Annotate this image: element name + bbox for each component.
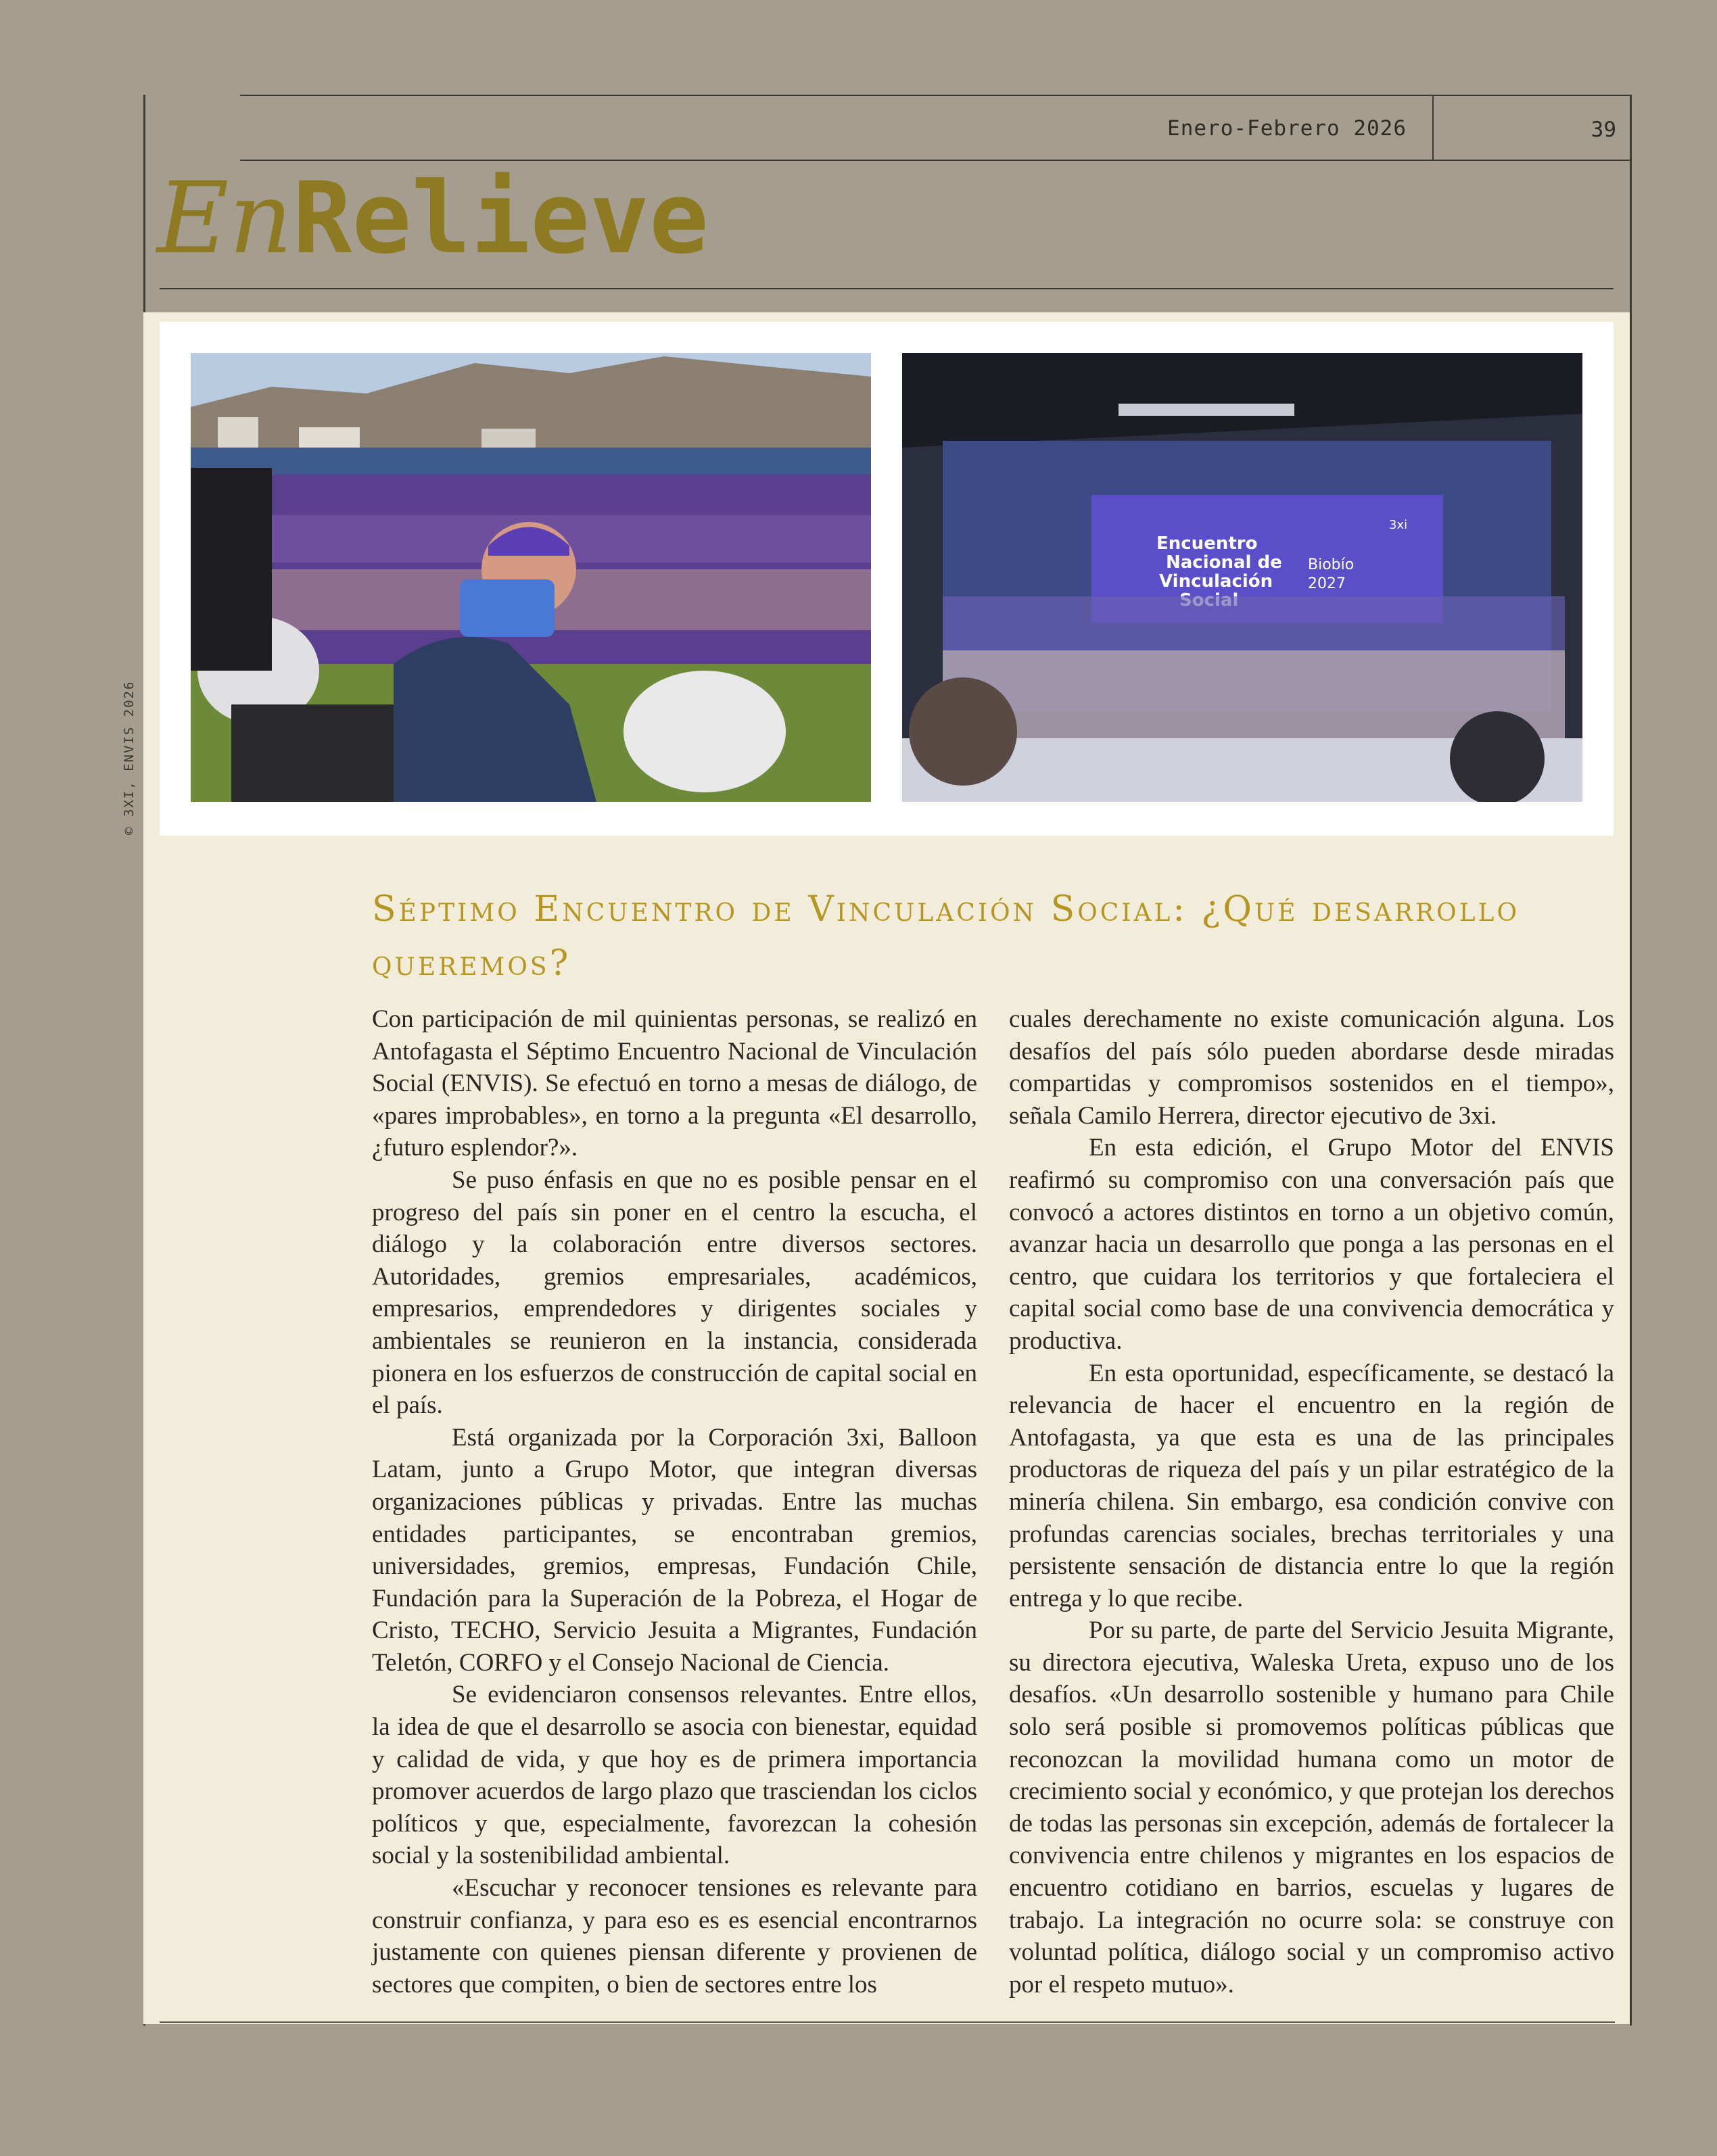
crowd-selfie-photo bbox=[191, 353, 871, 802]
stage-screen-line1: Encuentro bbox=[1156, 533, 1258, 554]
article-paragraph: En esta edición, el Grupo Motor del ENVIS reafirmó su compromiso con una conversación país que convocó a actores distintos en torno a un objetivo común, avanzar hacia un desarrollo que ponga a las personas en el centro, que cuidara los territorios y que fortaleciera el capital social como base de una convivencia democrática y productiva. bbox=[1009, 1134, 1614, 1355]
article-paragraph: Se evidenciaron consensos relevantes. Entre ellos, la idea de que el desarrollo se asocia con bienestar, equidad y calidad de vida, y que hoy es de primera importancia promover acuerdos de largo plazo que trasciendan los ciclos políticos y que, especialmente, favorezcan la cohesión social y la sostenibilidad ambiental. bbox=[372, 1681, 977, 1870]
stage-screen-year: 2027 bbox=[1308, 575, 1346, 592]
issue-date: Enero-Febrero 2026 bbox=[1167, 116, 1407, 141]
article-paragraph: Está organizada por la Corporación 3xi, Balloon Latam, junto a Grupo Motor, que integran diversas organizaciones públicas y privadas. Entre las muchas entidades participantes, se encontraban gremios, universidades, gremios, empresas, Fundación Chile, Fundación para la Superación de la Pobreza, el Hogar de Cristo, TECHO, Servicio Jesuita a Migrantes, Fundación Teletón, CORFO y el Consejo Nacional de Ciencia. bbox=[372, 1423, 977, 1677]
header-bottom-rule bbox=[160, 288, 1614, 289]
stage-screen-location: Biobío bbox=[1308, 556, 1355, 573]
section-title-en: En bbox=[157, 161, 293, 276]
article-paragraph: cuales derechamente no existe comunicación alguna. Los desafíos del país sólo pueden abordarse desde miradas compartidas y compromisos sostenidos en el tiempo», señala Camilo Herrera, director ejecutivo de 3xi. bbox=[1009, 1005, 1614, 1130]
article-paragraph: Por su parte, de parte del Servicio Jesuita Migrante, su directora ejecutiva, Waleska Ureta, expuso uno de los desafíos. «Un desarrollo sostenible y humano para Chile solo será posible si promovemos políticas públicas que reconozcan la movilidad humana como un motor de crecimiento social y económico, y que protejan los derechos de todas las personas sin excepción, además de fortalecer la convivencia entre chilenos y migrantes en los espacios de encuentro cotidiano en barrios, escuelas y lugares de trabajo. La integración no ocurre sola: se construye con voluntad política, diálogo social y un compromiso activo por el respeto mutuo». bbox=[1009, 1616, 1614, 1998]
right-page-rule bbox=[1630, 95, 1632, 2026]
article-headline: Séptimo Encuentro de Vinculación Social: ¿Qué desarrollo queremos? bbox=[372, 888, 1520, 984]
stage-screen-line3: Vinculación bbox=[1159, 571, 1273, 592]
footer-rule bbox=[160, 2021, 1615, 2023]
article-column-left bbox=[372, 1003, 977, 2001]
stage-group-photo bbox=[902, 353, 1582, 802]
stage-screen-logo: 3xi bbox=[1389, 518, 1408, 532]
article-paragraph: Se puso énfasis en que no es posible pensar en el progreso del país sin poner en el centro la escucha, el diálogo y la colaboración entre diversos sectores. Autoridades, gremios empresariales, académicos, empresarios, emprendedores y dirigentes sociales y ambientales se reunieron en la instancia, considerada pionera en los esfuerzos de construcción de capital social en el país. bbox=[372, 1166, 977, 1420]
header-divider bbox=[1432, 95, 1434, 161]
stage-group-illustration bbox=[902, 353, 1582, 802]
article-paragraph: En esta oportunidad, específicamente, se destacó la relevancia de hacer el encuentro en la región de Antofagasta, ya que esta es una de las principales productoras de riqueza del país y un pilar estratégico de la minería chilena. Sin embargo, esa condición convive con profundas carencias sociales, brechas territoriales y una persistente sensación de distancia entre lo que la región entrega y lo que recibe. bbox=[1009, 1359, 1614, 1612]
section-title bbox=[157, 161, 709, 276]
page-number: 39 bbox=[1591, 118, 1616, 142]
article-column-right bbox=[1009, 1003, 1614, 2001]
copyright-notice: © 3XI, ENVIS 2026 bbox=[122, 680, 137, 835]
section-title-relieve: Relieve bbox=[292, 161, 709, 276]
header-top-rule bbox=[240, 95, 1630, 96]
article-paragraph: Con participación de mil quinientas personas, se realizó en Antofagasta el Séptimo Encuentro Nacional de Vinculación Social (ENVIS). Se efectuó en torno a mesas de diálogo, de «pares improbables», en torno a la pregunta «El desarrollo, ¿futuro esplendor?». bbox=[372, 1005, 977, 1162]
stage-screen-line2: Nacional de bbox=[1166, 552, 1282, 573]
article-paragraph: «Escuchar y reconocer tensiones es relevante para construir confianza, y para eso es es esencial encontrarnos justamente con quienes piensan diferente y provienen de sectores que compiten, o bien de sectores entre los bbox=[372, 1874, 977, 1998]
crowd-selfie-illustration bbox=[191, 353, 871, 802]
